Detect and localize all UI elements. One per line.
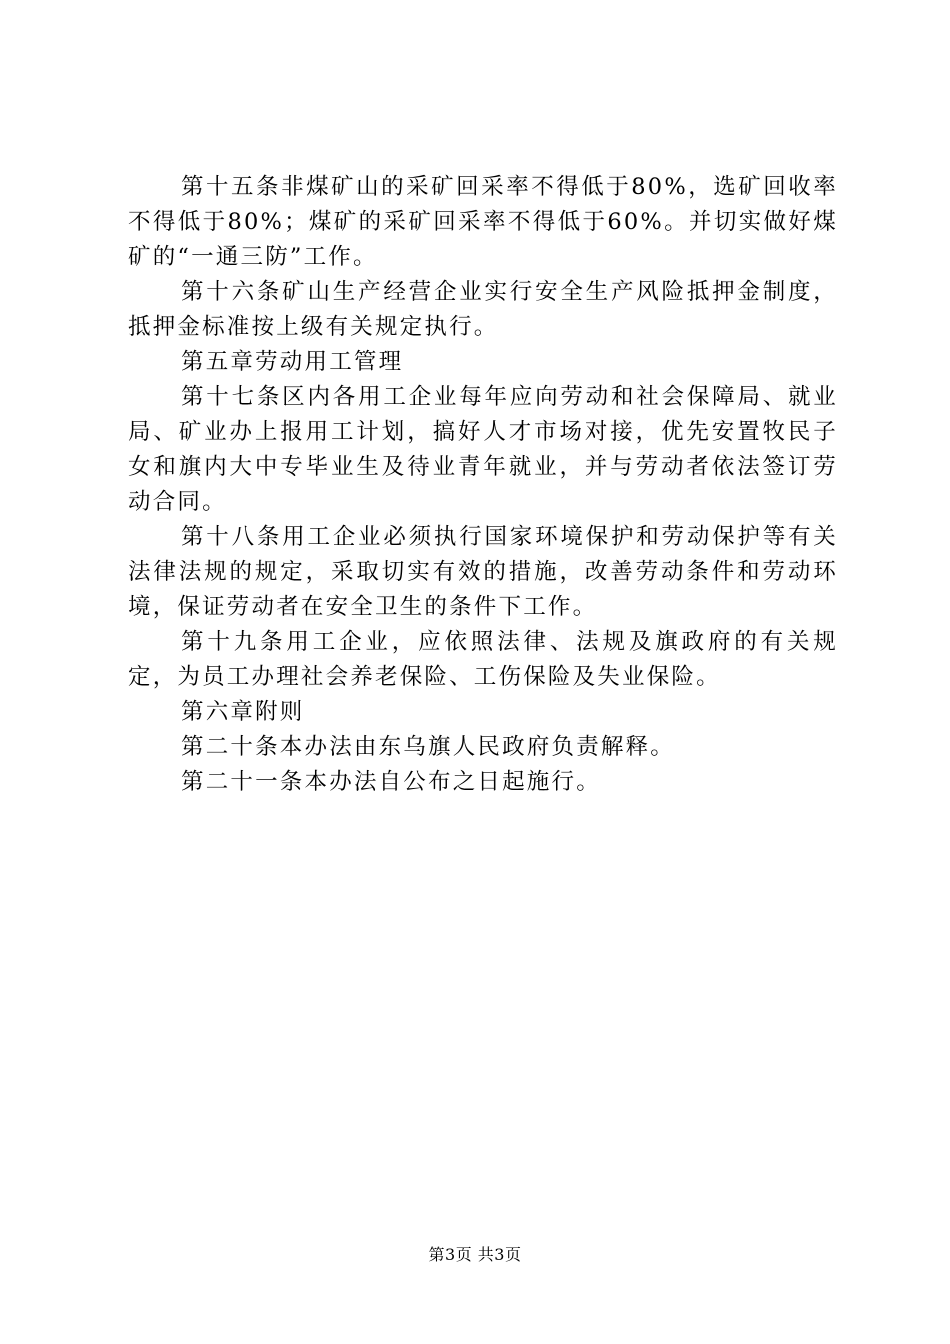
article-16-paragraph: 第十六条矿山生产经营企业实行安全生产风险抵押金制度，抵押金标准按上级有关规定执行。 <box>128 279 838 340</box>
article-21-paragraph: 第二十一条本办法自公布之日起施行。 <box>181 769 601 795</box>
article-20-paragraph: 第二十条本办法由东乌旗人民政府负责解释。 <box>181 734 676 760</box>
chapter-6-heading: 第六章附则 <box>181 699 305 725</box>
page-footer <box>0 1244 950 1266</box>
chapter-5-heading: 第五章劳动用工管理 <box>181 349 404 375</box>
page-number-label: 第3页 共3页 <box>428 1245 522 1264</box>
article-15-paragraph: 第十五条非煤矿山的采矿回采率不得低于80%，选矿回收率不得低于80%；煤矿的采矿回采率不得低于60%。并切实做好煤矿的“一通三防”工作。 <box>128 174 838 270</box>
article-19-paragraph: 第十九条用工企业，应依照法律、法规及旗政府的有关规定，为员工办理社会养老保险、工伤保险及失业保险。 <box>128 629 838 690</box>
article-18-paragraph: 第十八条用工企业必须执行国家环境保护和劳动保护等有关法律法规的规定，采取切实有效的措施，改善劳动条件和劳动环境，保证劳动者在安全卫生的条件下工作。 <box>128 524 838 620</box>
document-body <box>128 170 838 800</box>
article-17-paragraph: 第十七条区内各用工企业每年应向劳动和社会保障局、就业局、矿业办上报用工计划，搞好人才市场对接，优先安置牧民子女和旗内大中专毕业生及待业青年就业，并与劳动者依法签订劳动合同。 <box>128 384 838 515</box>
